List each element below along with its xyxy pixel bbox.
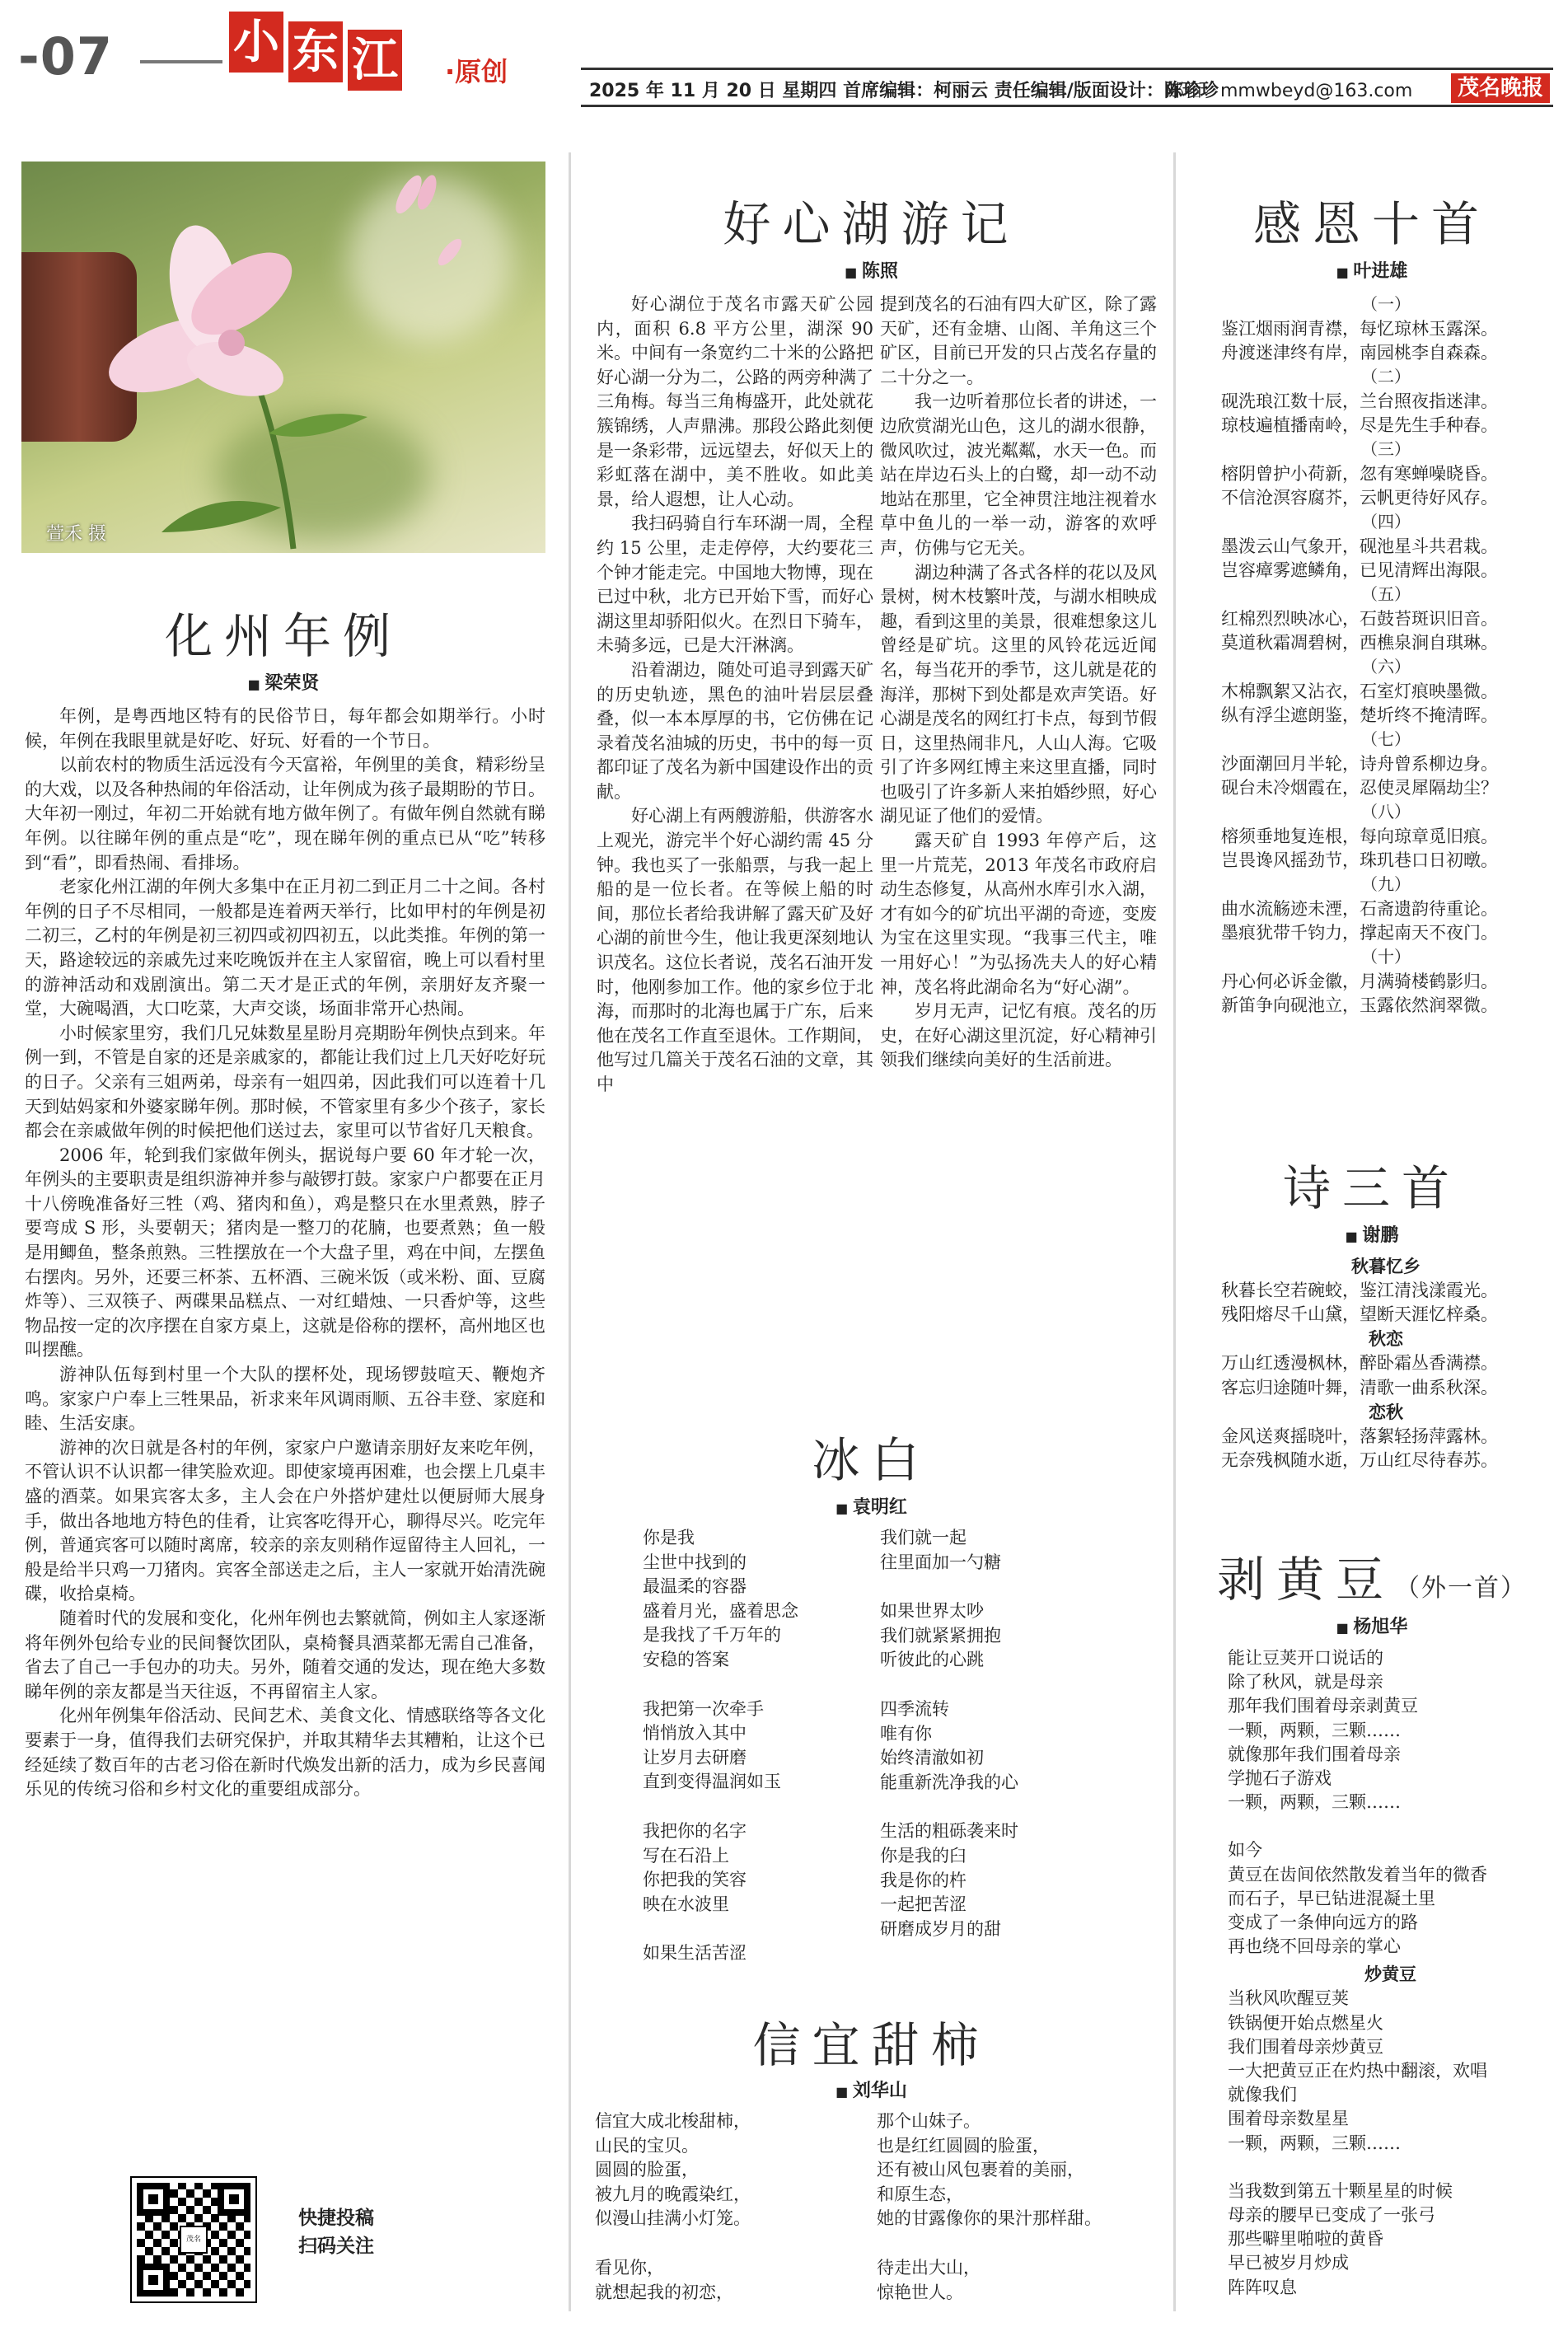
column-divider — [1173, 152, 1176, 2311]
poem-title-bohuangdou — [1187, 1541, 1557, 1610]
poem-stanza: 如果世界太吵 我们就紧紧拥抱 听彼此的心跳 — [880, 1601, 1001, 1670]
paragraph: 岁月无声，记忆有痕。茂名的历史，在好心湖这里沉淀，好心精神引领我们继续向美好的生活前进。 — [880, 1001, 1157, 1070]
article-author-huazhou: ■ 梁荣贤 — [21, 669, 545, 695]
poem-stanza: 当我数到第五十颗星星的时候 母亲的腰早已变成了一张弓 那些噼里啪啦的黄昏 早已被岁月炒成 阵阵叹息 — [1228, 2180, 1453, 2297]
paragraph: 我扫码骑自行车环湖一周，全程约 15 公里，走走停停，大约要花三个钟才能走完。中国地大物博，现在已过中秋，北方已开始下雪，而好心湖这里却骄阳似火。在烈日下骑车，未骑多远，已是大汗淋漓。 — [597, 513, 873, 656]
poem-stanza: 四季流转 唯有你 始终清澈如初 能重新洗净我的心 — [880, 1698, 1018, 1792]
poem-line: 金风送爽摇晓叶，落絮轻扬萍露林。 — [1221, 1426, 1498, 1446]
paragraph: 提到茂名的石油有四大矿区，除了露天矿，还有金塘、山阁、羊角这三个矿区，目前已开发的只占茂名存量的二十分之一。 — [880, 294, 1157, 387]
poem-stanza: 待走出大山， 惊艳世人。 — [877, 2257, 981, 2302]
poem-line: 木棉飘絮又沾衣，石室灯痕映墨微。 — [1221, 681, 1498, 701]
brand-char-3: 江 — [348, 30, 402, 91]
poem-subtitle: 恋秋 — [1369, 1402, 1403, 1422]
poem-line: 舟渡迷津终有岸，南园桃李自森森。 — [1221, 342, 1498, 363]
poem-body-bingbai-right — [880, 1526, 1152, 1966]
poem-title-main: 剥黄豆 — [1216, 1552, 1395, 1608]
poem-title-shisan: 诗三首 — [1282, 1160, 1461, 1216]
qr-caption — [298, 2204, 374, 2260]
qr-finder — [137, 2183, 170, 2216]
brand-char-1: 小 — [229, 12, 283, 73]
column-divider — [569, 152, 571, 2311]
poem-subtitle: 炒黄豆 — [1364, 1964, 1416, 1985]
section-tag: ·原创 — [445, 56, 508, 87]
paper-logo: 茂名晚报 — [1451, 73, 1550, 103]
poem-stanza: 如今 黄豆在齿间依然散发着当年的微香 而石子，早已钻进混凝土里 变成了一条伸向远方的路 再也绕不回母亲的掌心 — [1228, 1840, 1487, 1957]
masthead-rule — [140, 60, 222, 63]
poem-line: 砚洗琅江数十辰，兰台照夜指迷津。 — [1221, 391, 1498, 411]
poem-stanza: 能让豆荚开口说话的 除了秋风，就是母亲 那年我们围着母亲剥黄豆 一颗，两颗，三颗…… 就像那年我们围着母亲 学抛石子游戏 一颗，两颗，三颗…… — [1228, 1648, 1418, 1813]
poem-body-bingbai-left — [643, 1526, 890, 1991]
poem-line: 新笛争向砚池立，玉露依然润翠微。 — [1221, 995, 1498, 1015]
poem-body-xinyi-right — [877, 2109, 1161, 2327]
qr-center-logo: 茂名 — [180, 2226, 208, 2254]
poem-line: 砚台未冷烟霞在，忍使灵犀隔劫尘？ — [1221, 777, 1498, 798]
poem-line: 墨痕犹带千钧力，撑起南天不夜门。 — [1221, 922, 1498, 943]
poem-line: 沙面潮回月半轮，诗舟曾系柳边身。 — [1221, 753, 1498, 774]
poem-line: 纵有浮尘遮朗鉴，楚圻终不掩清晖。 — [1221, 705, 1498, 725]
poem-author-ganen: ■ 叶进雄 — [1187, 257, 1557, 283]
poem-line: 残阳熔尽千山黛，望断天涯忆梓桑。 — [1221, 1304, 1498, 1325]
paragraph: 好心湖位于茂名市露天矿公园内，面积 6.8 平方公里，湖深 90 米。中间有一条宽约二十米的公路把好心湖一分为二，公路的两旁种满了三角梅。每当三角梅盛开，此处就花簇锦绣，人声鼎沸。那段公路此刻便是一条彩带，远远望去，好似天上的彩虹落在湖中，美不胜收。如此美景，给人遐想，让人心动。 — [597, 294, 873, 509]
poem-stanza: 信宜大成北梭甜柿， 山民的宝贝。 圆圆的脸蛋， 被九月的晚霞染红， 似漫山挂满小灯笼。 — [595, 2111, 751, 2229]
paragraph: 好心湖上有两艘游船，供游客水上观光，游完半个好心湖约需 45 分钟。我也买了一张船票，与我一起上船的是一位长者。在等候上船的时间，那位长者给我讲解了露天矿及好心湖的前世今生，他让我更深刻地认识茂名。这位长者说，茂名石油开发时，他刚参加工作。他的家乡位于北海，而那时的北海也属于广东，后来他在茂名工作直至退休。工作期间，他写过几篇关于茂名石油的文章，其中 — [597, 806, 873, 1094]
poem-stanza: 生活的粗砾袭来时 你是我的臼 我是你的杵 一起把苦涩 研磨成岁月的甜 — [880, 1821, 1018, 1939]
paragraph: 沿着湖边，随处可追寻到露天矿的历史轨迹，黑色的油叶岩层层叠叠，似一本本厚厚的书，它仿佛在记录着茂名油城的历史，书中的每一页都印证了茂名为新中国建设作出的贡献。 — [597, 659, 873, 802]
qr-caption-line: 扫码关注 — [298, 2236, 374, 2257]
paragraph: 游神的次日就是各村的年例，家家户户邀请亲朋好友来吃年例，不管认识不认识都一律笑脸欢迎。即使家境再困难，也会摆上几桌丰盛的酒菜。如果宾客太多，主人会在户外搭炉建灶以便厨师大展身手，做出各地地方特色的佳肴，让宾客吃得开心，聊得尽兴。吃完年例，普通宾客可以随时离席，较亲的亲友则稍作逗留待主人回礼，一般是给半只鸡一刀猪肉。宾客全部送走之后，主人一家就开始清洗碗碟，收拾桌椅。 — [25, 1437, 545, 1604]
poem-title-suffix: （外一首） — [1395, 1574, 1527, 1603]
section-number: （二） — [1361, 367, 1411, 386]
poem-author-xinyi: ■ 刘华山 — [581, 2077, 1162, 2102]
flower-illustration — [21, 162, 545, 553]
section-number: （五） — [1361, 584, 1411, 604]
poem-stanza: 看见你， 就想起我的初恋， — [595, 2257, 733, 2302]
paragraph: 露天矿自 1993 年停产后，这里一片荒芜，2013 年茂名市政府启动生态修复，从高州水库引水入湖，才有如今的矿坑出平湖的奇迹，变废为宝在这里实现。“我事三代主，唯一用好心！”为弘扬冼夫人的好心精神，茂名将此湖命名为“好心湖”。 — [880, 831, 1157, 997]
brand-char-2: 东 — [288, 21, 343, 82]
paragraph: 以前农村的物质生活远没有今天富裕，年例里的美食，精彩纷呈的大戏，以及各种热闹的年俗活动，让年例成为孩子最期盼的节日。大年初一刚过，年初二开始就有地方做年例了。有做年例自然就有睇年例。以往睇年例的重点是“吃”，现在睇年例的重点已从“吃”转移到“看”，即看热闹、看排场。 — [25, 755, 545, 873]
poem-stanza: 我把第一次牵手 悄悄放入其中 让岁月去研磨 直到变得温润如玉 — [643, 1698, 781, 1792]
poem-author-bohuangdou — [1187, 1613, 1557, 1638]
article-title-haoxin: 好心湖游记 — [723, 196, 1020, 252]
poem-line: 秋暮长空若碗蛟，鉴江清浅漾霞光。 — [1221, 1281, 1498, 1300]
poem-author-bingbai: ■ 袁明红 — [581, 1493, 1162, 1519]
paragraph: 小时候家里穷，我们几兄妹数星星盼月亮期盼年例快点到来。年例一到，不管是自家的还是亲戚家的，都能让我们过上几天好吃好玩的日子。父亲有三姐两弟，母亲有一姐四弟，因此我们可以连着十几天到姑妈家和外婆家睇年例。那时候，不管家里有多少个孩子，家长都会在亲戚做年例的时候把他们送过去，家里可以节省好几天粮食。 — [25, 1023, 545, 1141]
poem-stanza: 我把你的名字 写在石沿上 你把我的笑容 映在水波里 — [643, 1820, 747, 1914]
poem-line: 曲水流觞迹未湮，石斋遗韵待重论。 — [1221, 898, 1498, 919]
masthead — [0, 0, 1568, 124]
poem-line: 红棉烈烈映冰心，石鼓苔斑识旧音。 — [1221, 608, 1498, 629]
poem-line: 无奈残枫随水逝，万山红尽待春苏。 — [1221, 1450, 1498, 1471]
poem-stanza: 我们就一起 往里面加一勺糖 — [880, 1528, 1001, 1572]
poem-line: 墨泼云山气象开，砚池星斗共君栽。 — [1221, 536, 1498, 556]
poem-body-xinyi-left — [595, 2109, 867, 2327]
poem-body-ganen — [1221, 293, 1551, 1018]
qr-finder — [218, 2183, 250, 2216]
section-number: （七） — [1361, 729, 1411, 749]
article-body-huazhou — [25, 705, 545, 1802]
paragraph: 2006 年，轮到我们家做年例头，据说每户要 60 年才轮一次，年例头的主要职责是组织游神并参与敲锣打鼓。家家户户都要在正月十八傍晚准备好三牲（鸡、猪肉和鱼），鸡是整只在水里煮熟，脖子要弯成 S 形，头要朝天；猪肉是一整刀的花腩，也要煮熟；鱼一般是用鲫鱼，整条煎熟。三牲摆放在一个大盘子里，鸡在中间，左摆鱼右摆肉。另外，还要三杯茶、五杯酒、三碗米饭（或米粉、面、豆腐炸等）、三双筷子、两碟果品糕点、一对红蜡烛、一只香炉等，这些物品按一定的次序摆在自家方桌上，这就是俗称的摆杯，高州地区也叫摆醮。 — [25, 1145, 545, 1360]
poem-line: 客忘归途随叶舞，清歌一曲系秋深。 — [1221, 1377, 1498, 1398]
email: 邮箱：mmwbeyd@163.com — [1166, 81, 1413, 101]
author-name: 杨旭华 — [1353, 1617, 1408, 1637]
article-title-huazhou: 化州年例 — [164, 608, 402, 664]
paragraph: 老家化州江湖的年例大多集中在正月初二到正月二十之间。各村年例的日子不尽相同，一般都是连着两天举行，比如甲村的年例是初二初三，乙村的年例是初三初四或初四初五，以此类推。年例的第一天，路途较远的亲戚先过来吃晚饭并在主人家留宿，晚上可以看村里的游神活动和戏剧演出。第二天才是正式的年例，亲朋好友齐聚一堂，大碗喝酒，大口吃菜，大声交谈，场面非常开心热闹。 — [25, 877, 545, 1019]
poem-line: 丹心何必诉金徽，月满骑楼鹤影归。 — [1221, 971, 1498, 991]
paragraph: 游神队伍每到村里一个大队的摆杯处，现场锣鼓喧天、鞭炮齐鸣。家家户户奉上三牲果品，祈求来年风调雨顺、五谷丰登、家庭和睦、生活安康。 — [25, 1365, 545, 1434]
poem-stanza: 如果生活苦涩 — [643, 1943, 747, 1964]
poem-line: 鉴江烟雨润青襟，每忆琼林玉露深。 — [1221, 318, 1498, 339]
poem-line: 莫道秋霜凋碧树，西樵泉涧自琪琳。 — [1221, 632, 1498, 653]
poem-line: 榕阴曾护小荷新，忽有寒蝉噪晓昏。 — [1221, 463, 1498, 484]
poem-line: 万山红透漫枫林，醉卧霜丛香满襟。 — [1221, 1353, 1498, 1374]
poem-subtitle: 秋暮忆乡 — [1351, 1257, 1421, 1276]
paragraph: 化州年例集年俗活动、民间艺术、美食文化、情感联络等各文化要素于一身，值得我们去研究保护，并取其精华去其糟粕，让这个已经延续了数百年的古老习俗在新时代焕发出新的活力，成为乡民喜闻乐见的传统习俗和乡村文化的重要组成部分。 — [25, 1706, 545, 1800]
poem-title-bingbai: 冰白 — [812, 1432, 931, 1488]
poem-line: 岂畏谗风摇劲节，珠玑巷口日初暾。 — [1221, 850, 1498, 870]
info-bar — [581, 68, 1553, 107]
paragraph: 我一边听着那位长者的讲述，一边欣赏湖光山色，这儿的湖水很静，微风吹过，波光粼粼，水天一色。而站在岸边石头上的白鹭，却一动不动地站在那里，它全神贯注地注视着水草中鱼儿的一举一动，游客的欢呼声，仿佛与它无关。 — [880, 391, 1157, 558]
section-number: （九） — [1361, 874, 1411, 894]
flower-photo — [21, 162, 545, 553]
poem-line: 榕须垂地复连根，每向琼章觅旧痕。 — [1221, 826, 1498, 846]
poem-title-xinyi: 信宜甜柿 — [752, 2017, 990, 2073]
date-editors: 2025 年 11 月 20 日 星期四 首席编辑：柯丽云 责任编辑/版面设计：陈珍珍 — [589, 81, 1219, 101]
section-number: （八） — [1361, 802, 1411, 822]
section-number: （一） — [1361, 294, 1411, 314]
poem-body-shisan — [1221, 1254, 1551, 1473]
qr-caption-line: 快捷投稿 — [298, 2208, 374, 2229]
paragraph: 年例，是粤西地区特有的民俗节日，每年都会如期举行。小时候，年例在我眼里就是好吃、好玩、好看的一个节日。 — [25, 706, 545, 751]
article-author-haoxin: ■ 陈照 — [581, 257, 1162, 283]
photo-credit: 萱禾 摄 — [46, 524, 106, 545]
page-number: -07 — [18, 26, 114, 87]
section-brand — [229, 15, 407, 101]
article-body-haoxin-col2 — [880, 293, 1157, 1073]
paragraph: 湖边种满了各式各样的花以及风景树，树木枝繁叶茂，与湖水相映成趣，看到这里的美景，很难想象这儿曾经是矿坑。这里的风铃花远近闻名，每当花开的季节，这儿就是花的海洋，那树下到处都是欢声笑语。好心湖是茂名的网红打卡点，每到节假日，这里热闹非凡，人山人海。它吸引了许多网红博主来这里直播，同时也吸引了许多新人来拍婚纱照，好心湖见证了他们的爱情。 — [880, 562, 1157, 826]
poem-stanza: 那个山妹子。 也是红红圆圆的脸蛋， 还有被山风包裹着的美丽， 和原生态， 她的甘露像你的果汁那样甜。 — [877, 2111, 1102, 2229]
poem-author-shisan: ■ 谢鹏 — [1187, 1221, 1557, 1247]
paragraph: 随着时代的发展和变化，化州年例也去繁就简，例如主人家逐渐将年例外包给专业的民间餐饮团队，桌椅餐具酒菜都无需自己准备，省去了自己一手包办的功夫。另外，随着交通的发达，现在绝大多数睇年例的亲友都是当天往返，不再留宿主人家。 — [25, 1608, 545, 1702]
poem-title-ganen: 感恩十首 — [1252, 196, 1491, 252]
poem-stanza: 你是我 尘世中找到的 最温柔的容器 盛着月光，盛着思念 是我找了千万年的 安稳的答案 — [643, 1528, 798, 1669]
qr-code[interactable] — [132, 2178, 255, 2301]
poem-body-bohuangdou — [1228, 1646, 1553, 2325]
poem-line: 不信沧溟容腐芥，云帆更待好风存。 — [1221, 487, 1498, 508]
section-number: （十） — [1361, 947, 1411, 967]
article-body-haoxin-col1 — [597, 293, 873, 1098]
section-number: （六） — [1361, 657, 1411, 677]
poem-stanza: 当秋风吹醒豆荚 铁锅便开始点燃星火 我们围着母亲炒黄豆 一大把黄豆正在灼热中翻滚，欢唱 就像我们 围着母亲数星星 一颗，两颗，三颗…… — [1228, 1988, 1487, 2153]
section-number: （四） — [1361, 512, 1411, 531]
poem-line: 琼枝遍植播南岭，尽是先生手种春。 — [1221, 414, 1498, 435]
poem-line: 岂容瘴雾遮鳞角，已见清辉出海限。 — [1221, 560, 1498, 580]
section-number: （三） — [1361, 439, 1411, 459]
poem-subtitle: 秋恋 — [1369, 1329, 1403, 1350]
qr-finder — [137, 2264, 170, 2297]
